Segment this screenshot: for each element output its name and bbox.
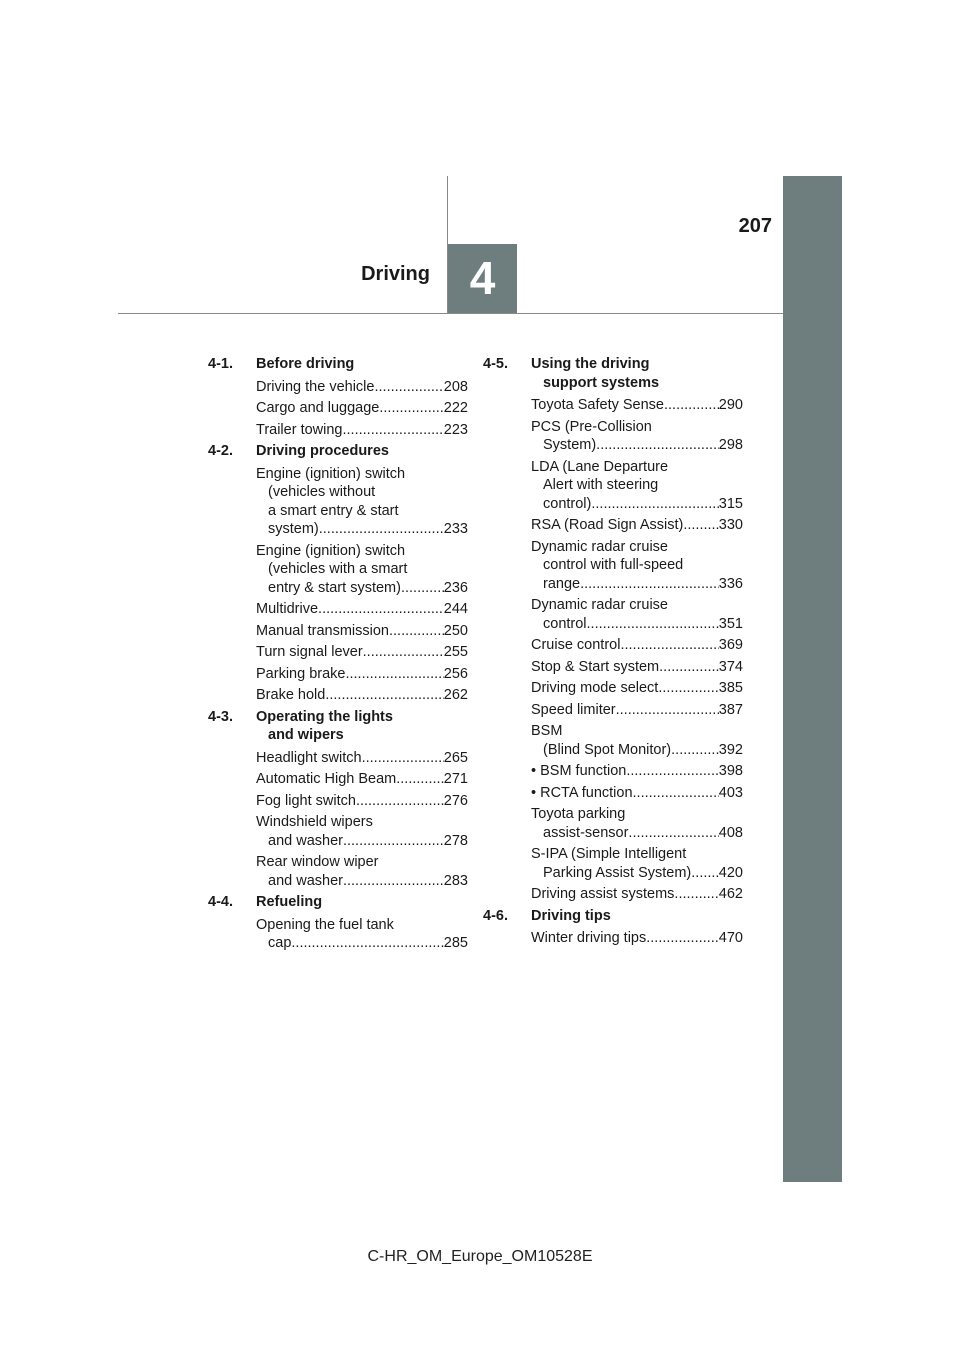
dot-leader — [291, 934, 443, 953]
toc-entry[interactable] — [531, 762, 743, 781]
section-heading — [483, 907, 743, 926]
entry-text-line: System) — [543, 437, 597, 453]
toc-entry[interactable] — [256, 643, 468, 662]
chapter-side-tab — [783, 176, 842, 1182]
entry-page-number: 285 — [443, 935, 468, 951]
entry-text-line: RSA (Road Sign Assist) — [531, 517, 684, 533]
dot-leader — [587, 615, 719, 634]
header-horizontal-rule — [118, 313, 783, 314]
toc-entry[interactable] — [531, 396, 743, 415]
entry-last-line — [256, 934, 468, 953]
section-number: 4-2. — [208, 443, 233, 459]
dot-leader — [318, 600, 444, 619]
entry-text-line: Multidrive — [256, 601, 319, 617]
entry-last-line — [256, 622, 468, 641]
entry-last-line — [256, 832, 468, 851]
entry-last-line — [531, 396, 743, 415]
entry-last-line — [531, 741, 743, 760]
entry-text-line: • BSM function — [531, 763, 627, 779]
toc-entry[interactable] — [256, 600, 468, 619]
toc-entry[interactable] — [256, 853, 468, 890]
entry-text-line: Driving assist systems — [531, 886, 675, 902]
entry-page-number: 298 — [718, 437, 743, 453]
entry-text-line: Trailer towing — [256, 421, 343, 438]
toc-entry[interactable] — [256, 686, 468, 705]
toc-entry[interactable] — [256, 770, 468, 789]
entry-last-line — [531, 762, 743, 781]
section-title — [256, 355, 468, 374]
section-title-line: and wipers — [268, 727, 344, 743]
dot-leader — [389, 622, 444, 641]
section-title — [256, 708, 468, 745]
entry-last-line — [531, 615, 743, 634]
entry-text-line: Engine (ignition) switch — [256, 465, 406, 482]
entry-text-line: • RCTA function — [531, 784, 633, 801]
entry-text-line: Parking brake — [256, 665, 346, 682]
entry-last-line — [531, 864, 743, 883]
entry-last-line — [531, 436, 743, 455]
dot-leader — [620, 636, 718, 655]
footer-doc-code: C-HR_OM_Europe_OM10528E — [367, 1248, 593, 1265]
entry-text-line: Toyota Safety Sense — [531, 397, 664, 413]
entry-last-line — [531, 824, 743, 843]
dot-leader — [401, 579, 444, 598]
dot-leader — [325, 686, 443, 705]
entry-text-line: control) — [543, 495, 592, 512]
entry-last-line — [531, 784, 743, 803]
toc-entry[interactable] — [531, 418, 743, 455]
entry-page-number: 408 — [718, 824, 743, 841]
section-number: 4-4. — [208, 894, 233, 910]
entry-text-line: BSM — [531, 723, 563, 739]
entry-page-number: 265 — [443, 749, 468, 766]
toc-entry[interactable] — [256, 916, 468, 953]
entry-text-line: Speed limiter — [531, 701, 616, 718]
chapter-number-box: 4 — [448, 244, 517, 313]
entry-text-line: Automatic High Beam — [256, 771, 397, 787]
entry-last-line — [256, 520, 468, 539]
entry-page-number: 256 — [443, 665, 468, 682]
section-heading — [208, 442, 468, 461]
dot-leader — [343, 832, 444, 851]
entry-text-line: Cruise control — [531, 637, 621, 653]
section-heading — [208, 893, 468, 912]
toc-entry[interactable] — [256, 665, 468, 684]
entry-text-line: Brake hold — [256, 687, 326, 703]
toc-entry[interactable] — [531, 596, 743, 633]
entry-text-line: Parking Assist System) — [543, 864, 692, 881]
entry-text-line: Stop & Start system — [531, 658, 660, 675]
entry-page-number: 315 — [718, 495, 743, 512]
entry-page-number: 276 — [443, 792, 468, 809]
section-number: 4-6. — [483, 907, 508, 924]
toc-entry[interactable] — [256, 399, 468, 418]
section-title-line: support systems — [543, 374, 660, 391]
entry-text-line: (vehicles with a smart — [268, 561, 408, 577]
section-number: 4-1. — [208, 356, 233, 372]
entry-text-line: and washer — [268, 872, 343, 889]
entry-text-line: cap — [268, 935, 292, 951]
section-title — [531, 355, 743, 392]
section-heading — [208, 708, 468, 745]
section-title-line: Before driving — [256, 356, 355, 372]
entry-text-line: Headlight switch — [256, 749, 362, 766]
entry-text-line: a smart entry & start — [268, 502, 399, 519]
dot-leader — [596, 436, 719, 455]
section-title-line: Driving procedures — [256, 443, 389, 459]
entry-text-line: control — [543, 615, 587, 632]
entry-page-number: 271 — [443, 771, 468, 787]
entry-text-line: LDA (Lane Departure — [531, 458, 669, 475]
section-heading — [483, 355, 743, 392]
toc-entry[interactable] — [531, 929, 743, 948]
dot-leader — [374, 378, 443, 397]
entry-last-line — [256, 579, 468, 598]
entry-text-line: entry & start system) — [268, 579, 401, 596]
toc-section — [208, 893, 468, 953]
entry-text-line: system) — [268, 521, 319, 537]
entry-page-number: 222 — [443, 400, 468, 416]
toc-entry[interactable] — [531, 516, 743, 535]
toc-section — [483, 355, 743, 904]
entry-last-line — [531, 495, 743, 514]
section-title-line: Operating the lights — [256, 708, 393, 725]
entry-page-number: 470 — [718, 930, 743, 946]
dot-leader — [343, 421, 444, 440]
dot-leader — [628, 824, 718, 843]
entry-last-line — [531, 516, 743, 535]
toc-section — [208, 442, 468, 705]
toc-entry[interactable] — [531, 784, 743, 803]
toc-section — [208, 708, 468, 891]
toc-entry[interactable] — [531, 538, 743, 594]
toc-entry[interactable] — [256, 378, 468, 397]
entry-page-number: 330 — [718, 517, 743, 533]
entry-page-number: 223 — [443, 421, 468, 438]
entry-text-line: Driving mode select — [531, 680, 659, 696]
entry-page-number: 244 — [443, 601, 468, 617]
entry-text-line: (vehicles without — [268, 484, 376, 500]
entry-last-line — [256, 643, 468, 662]
entry-page-number: 387 — [718, 701, 743, 718]
section-title-line: Using the driving — [531, 356, 650, 372]
section-title-line: Driving tips — [531, 907, 611, 924]
entry-page-number: 336 — [718, 575, 743, 592]
entry-page-number: 250 — [443, 622, 468, 639]
section-heading — [208, 355, 468, 374]
dot-leader — [674, 885, 718, 904]
toc-entry[interactable] — [256, 465, 468, 539]
toc-entry[interactable] — [531, 722, 743, 759]
entry-page-number: 398 — [718, 763, 743, 779]
entry-page-number: 290 — [718, 397, 743, 413]
entry-page-number: 351 — [718, 615, 743, 632]
toc-entry[interactable] — [531, 805, 743, 842]
toc-entry[interactable] — [256, 749, 468, 768]
dot-leader — [345, 665, 443, 684]
dot-leader — [580, 575, 719, 594]
chapter-title: Driving — [361, 263, 430, 285]
dot-leader — [691, 864, 719, 883]
dot-leader — [356, 792, 444, 811]
page-number: 207 — [738, 215, 772, 237]
entry-page-number: 208 — [443, 378, 468, 395]
dot-leader — [664, 396, 719, 415]
toc-entry[interactable] — [256, 542, 468, 598]
dot-leader — [616, 701, 719, 720]
dot-leader — [626, 762, 718, 781]
dot-leader — [658, 679, 718, 698]
section-title-line: Refueling — [256, 894, 323, 910]
entry-last-line — [256, 378, 468, 397]
toc-left-column — [208, 355, 468, 956]
entry-text-line: Dynamic radar cruise — [531, 538, 668, 555]
entry-text-line: range — [543, 575, 581, 592]
entry-page-number: 262 — [443, 687, 468, 703]
entry-page-number: 403 — [718, 784, 743, 801]
entry-text-line: (Blind Spot Monitor) — [543, 741, 672, 758]
dot-leader — [659, 658, 719, 677]
entry-text-line: Manual transmission — [256, 622, 389, 639]
section-title — [256, 893, 468, 912]
dot-leader — [683, 516, 718, 535]
entry-last-line — [531, 701, 743, 720]
section-title — [531, 907, 743, 926]
entry-text-line: control with full-speed — [543, 557, 684, 573]
section-title — [256, 442, 468, 461]
entry-text-line: Fog light switch — [256, 792, 356, 809]
entry-text-line: S-IPA (Simple Intelligent — [531, 846, 687, 862]
entry-last-line — [531, 929, 743, 948]
dot-leader — [396, 770, 444, 789]
entry-page-number: 385 — [718, 680, 743, 696]
dot-leader — [363, 643, 444, 662]
toc-entry[interactable] — [256, 622, 468, 641]
entry-page-number: 369 — [718, 637, 743, 653]
entry-text-line: Alert with steering — [543, 477, 659, 493]
entry-text-line: and washer — [268, 832, 343, 849]
entry-page-number: 233 — [443, 521, 468, 537]
entry-last-line — [531, 636, 743, 655]
entry-text-line: Driving the vehicle — [256, 378, 375, 395]
dot-leader — [362, 749, 444, 768]
entry-text-line: Turn signal lever — [256, 644, 363, 660]
entry-text-line: Cargo and luggage — [256, 400, 380, 416]
entry-last-line — [256, 399, 468, 418]
entry-last-line — [256, 770, 468, 789]
toc-entry[interactable] — [256, 813, 468, 850]
entry-text-line: Dynamic radar cruise — [531, 597, 668, 613]
dot-leader — [343, 872, 444, 891]
entry-text-line: Windshield wipers — [256, 814, 373, 830]
entry-page-number: 283 — [443, 872, 468, 889]
entry-text-line: Toyota parking — [531, 806, 626, 822]
toc-section — [483, 907, 743, 948]
dot-leader — [646, 929, 719, 948]
toc-entry[interactable] — [531, 845, 743, 882]
dot-leader — [591, 495, 718, 514]
entry-text-line: Rear window wiper — [256, 854, 379, 870]
entry-last-line — [256, 872, 468, 891]
entry-last-line — [256, 686, 468, 705]
entry-page-number: 236 — [443, 579, 468, 596]
entry-last-line — [256, 600, 468, 619]
entry-last-line — [256, 421, 468, 440]
entry-page-number: 420 — [718, 864, 743, 881]
toc-entry[interactable] — [256, 421, 468, 440]
entry-text-line: Engine (ignition) switch — [256, 542, 406, 559]
entry-text-line: assist-sensor — [543, 824, 629, 841]
entry-last-line — [256, 665, 468, 684]
section-number: 4-3. — [208, 708, 233, 725]
toc-entry[interactable] — [531, 701, 743, 720]
dot-leader — [379, 399, 443, 418]
toc-entry[interactable] — [531, 636, 743, 655]
entry-last-line — [531, 658, 743, 677]
dot-leader — [671, 741, 719, 760]
entry-last-line — [531, 679, 743, 698]
entry-text-line: PCS (Pre-Collision — [531, 418, 652, 435]
entry-text-line: Winter driving tips — [531, 930, 647, 946]
entry-last-line — [256, 749, 468, 768]
toc-entry[interactable] — [531, 658, 743, 677]
toc-entry[interactable] — [256, 792, 468, 811]
entry-page-number: 392 — [718, 741, 743, 758]
toc-entry[interactable] — [531, 679, 743, 698]
entry-last-line — [256, 792, 468, 811]
entry-text-line: Opening the fuel tank — [256, 916, 394, 933]
entry-last-line — [531, 575, 743, 594]
entry-page-number: 374 — [718, 658, 743, 675]
toc-entry[interactable] — [531, 458, 743, 514]
dot-leader — [319, 520, 444, 539]
entry-page-number: 255 — [443, 644, 468, 660]
entry-page-number: 462 — [718, 886, 743, 902]
toc-section — [208, 355, 468, 439]
toc-entry[interactable] — [531, 885, 743, 904]
toc-right-column — [483, 355, 743, 951]
entry-last-line — [531, 885, 743, 904]
entry-page-number: 278 — [443, 832, 468, 849]
dot-leader — [633, 784, 719, 803]
section-number: 4-5. — [483, 356, 508, 372]
